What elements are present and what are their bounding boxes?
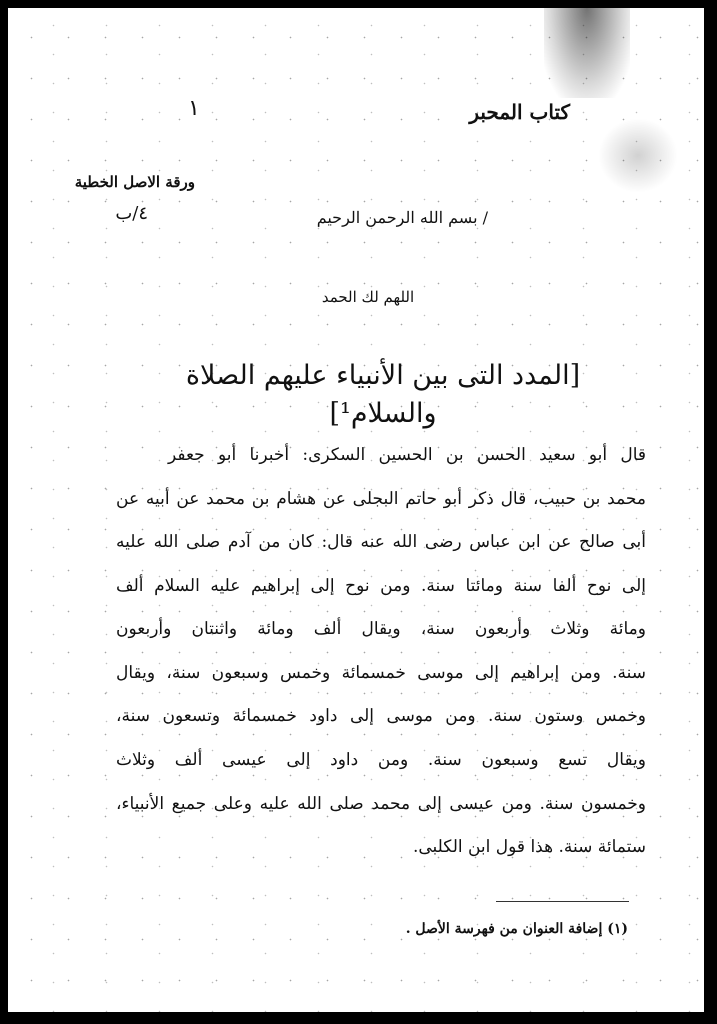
- body-line: ومائة وثلاث وأربعون سنة، ويقال ألف ومائة واثنتان وأربعون: [116, 619, 646, 639]
- manuscript-folio-ref: ٤/ب: [115, 203, 148, 224]
- scanned-page: [8, 8, 704, 1012]
- basmala: / بسم الله الرحمن الرحيم: [316, 208, 488, 227]
- invocation: اللهم لك الحمد: [321, 288, 415, 306]
- body-line: وخمس وستون سنة. ومن موسى إلى داود خمسمائة وتسعون سنة،: [116, 706, 646, 726]
- footnote-separator: [496, 901, 629, 902]
- body-line: قال أبو سعيد الحسن بن الحسين السكرى: أخبرنا أبو جعفر: [168, 445, 646, 465]
- body-line: محمد بن حبيب، قال ذكر أبو حاتم البجلى عن هشام بن محمد عن أبيه عن: [116, 489, 646, 509]
- body-line: ستمائة سنة. هذا قول ابن الكلبى.: [412, 837, 646, 857]
- section-heading-line2: والسلام¹]: [329, 398, 437, 429]
- body-line: إلى نوح ألفا سنة ومائتا سنة. ومن نوح إلى إبراهيم عليه السلام ألف: [116, 576, 646, 596]
- section-heading-line1: [المدد التى بين الأنبياء عليهم الصلاة: [185, 360, 581, 391]
- scan-smudge: [544, 8, 630, 98]
- body-line: ويقال تسع وسبعون سنة. ومن داود إلى عيسى ألف وثلاث: [116, 750, 646, 770]
- scan-smudge: [598, 118, 678, 193]
- footnote: (١) إضافة العنوان من فهرسة الأصل .: [405, 921, 628, 937]
- body-line: سنة. ومن إبراهيم إلى موسى خمسمائة وخمس وسبعون سنة، ويقال: [116, 663, 646, 683]
- page-number: ١: [188, 96, 200, 121]
- manuscript-label: ورقة الاصل الخطية: [74, 173, 195, 191]
- body-line: أبى صالح عن ابن عباس رضى الله عنه قال: كان من آدم صلى الله عليه: [116, 532, 646, 552]
- book-title: كتاب المحبر: [469, 100, 570, 124]
- body-line: وخمسون سنة. ومن عيسى إلى محمد صلى الله عليه وعلى جميع الأنبياء،: [116, 794, 646, 814]
